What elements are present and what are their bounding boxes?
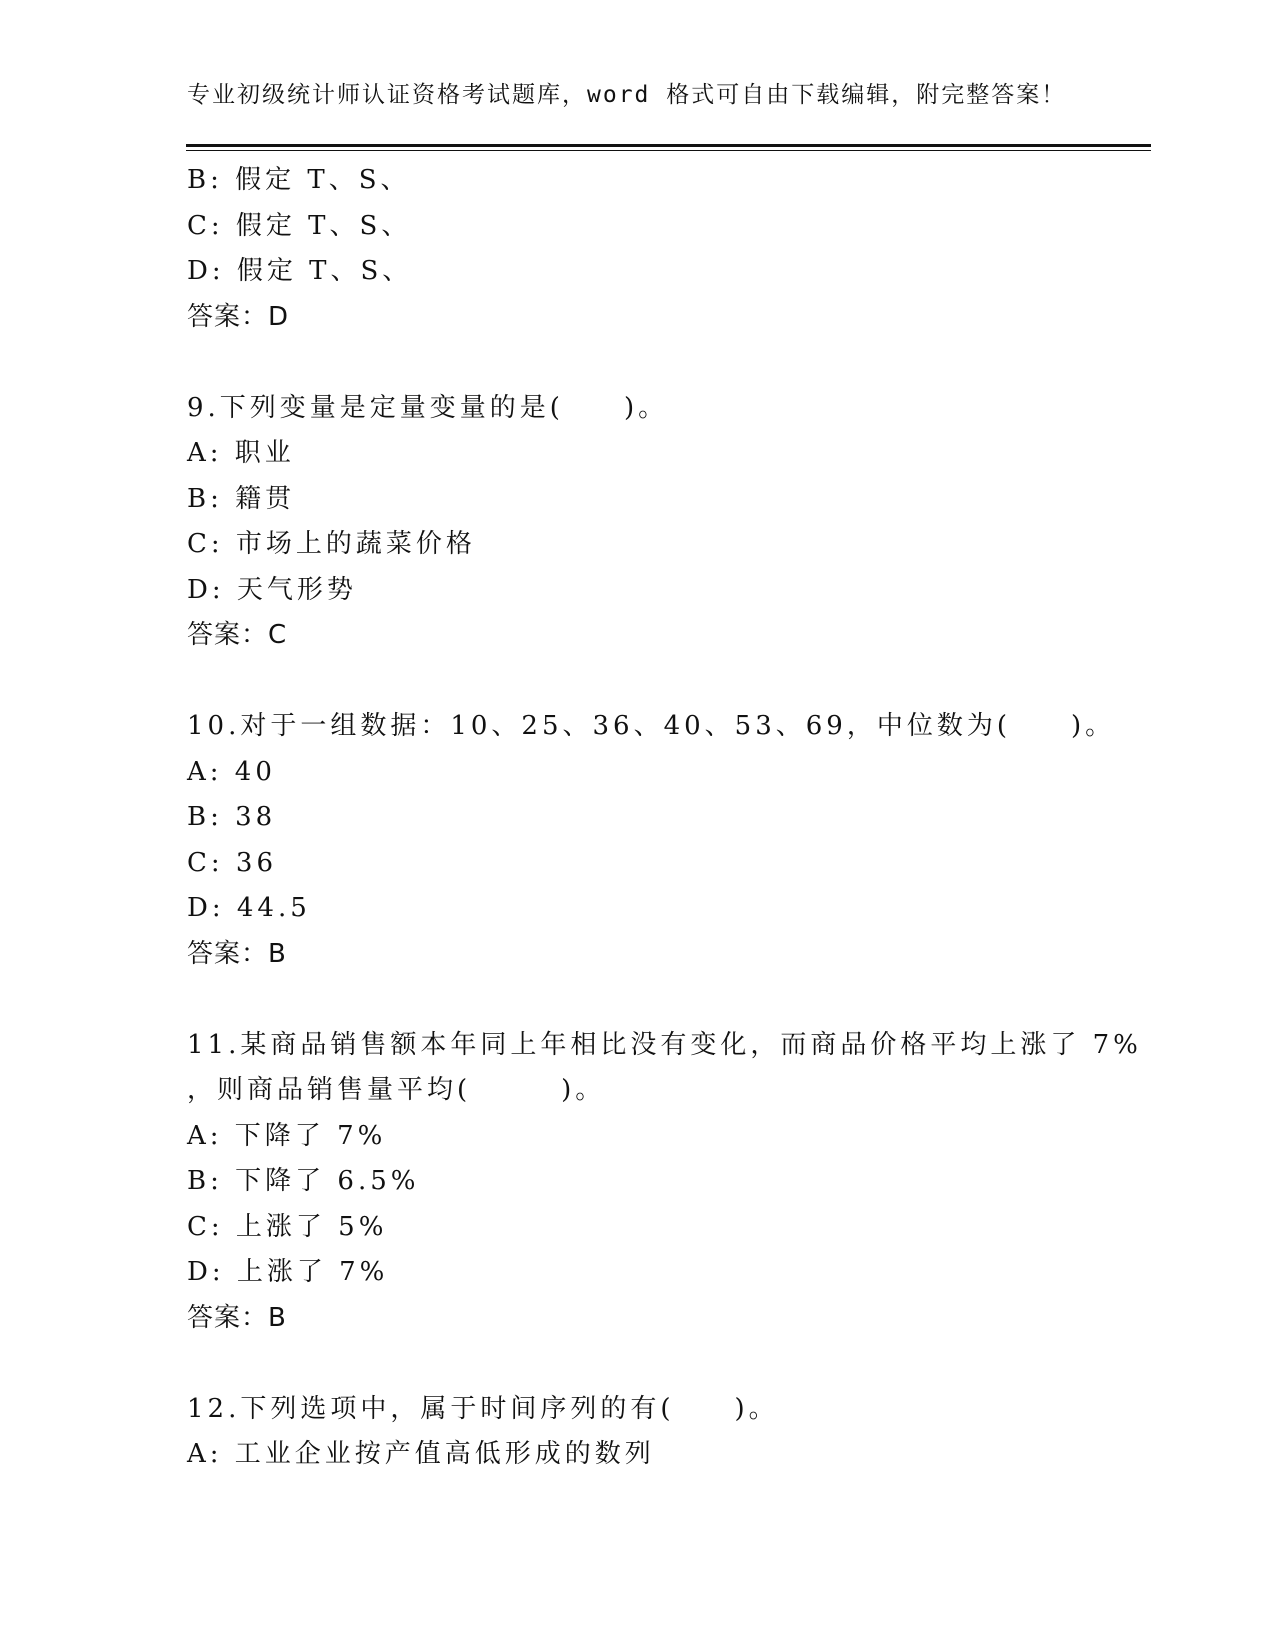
answer: 答案：D [187,301,290,332]
option-a: A: 40 [187,756,276,787]
question-11 [187,1023,1142,1342]
answer: 答案：B [187,1302,287,1333]
header-rule-thin [186,150,1151,151]
question-stem-line-2: ，则商品销售量平均( )。 [187,1075,606,1105]
question-12 [187,1387,1127,1478]
question-stem: 10.对于一组数据：10、25、36、40、53、69，中位数为( )。 [187,711,1116,741]
spacer [187,340,1127,386]
question-stem-line-1: 11.某商品销售额本年同上年相比没有变化，而商品价格平均上涨了 7% [187,1029,1142,1060]
answer: 答案：B [187,938,287,969]
option-a: A: 职业 [187,438,295,468]
option-d: D: 天气形势 [187,574,357,605]
spacer [187,659,1127,705]
question-9 [187,386,1127,659]
question-stem: 12.下列选项中，属于时间序列的有( )。 [187,1393,779,1424]
document-body [187,158,1142,1478]
spacer [187,1341,1127,1387]
option-d: D: 假定 T、S、 [187,256,413,286]
option-b: B: 下降了 6.5% [187,1166,420,1196]
option-c: C: 市场上的蔬菜价格 [187,529,476,559]
option-c: C: 36 [187,847,278,878]
option-d: D: 44.5 [187,893,311,923]
option-c: C: 假定 T、S、 [187,210,412,241]
header-rule-thick [186,144,1151,147]
option-b: B: 38 [187,802,277,832]
option-a: A: 下降了 7% [187,1120,387,1151]
option-d: D: 上涨了 7% [187,1257,389,1287]
page-header: 专业初级统计师认证资格考试题库，word 格式可自由下载编辑，附完整答案！ [187,82,1067,108]
option-a: A: 工业企业按产值高低形成的数列 [187,1439,655,1469]
question-10 [187,704,1127,977]
option-b: B: 假定 T、S、 [187,165,411,195]
answer: 答案：C [187,620,288,650]
option-b: B: 籍贯 [187,483,296,514]
spacer [187,977,1127,1023]
question-8-continued [187,158,1127,340]
option-c: C: 上涨了 5% [187,1211,388,1242]
question-stem: 9.下列变量是定量变量的是( )。 [187,392,669,423]
